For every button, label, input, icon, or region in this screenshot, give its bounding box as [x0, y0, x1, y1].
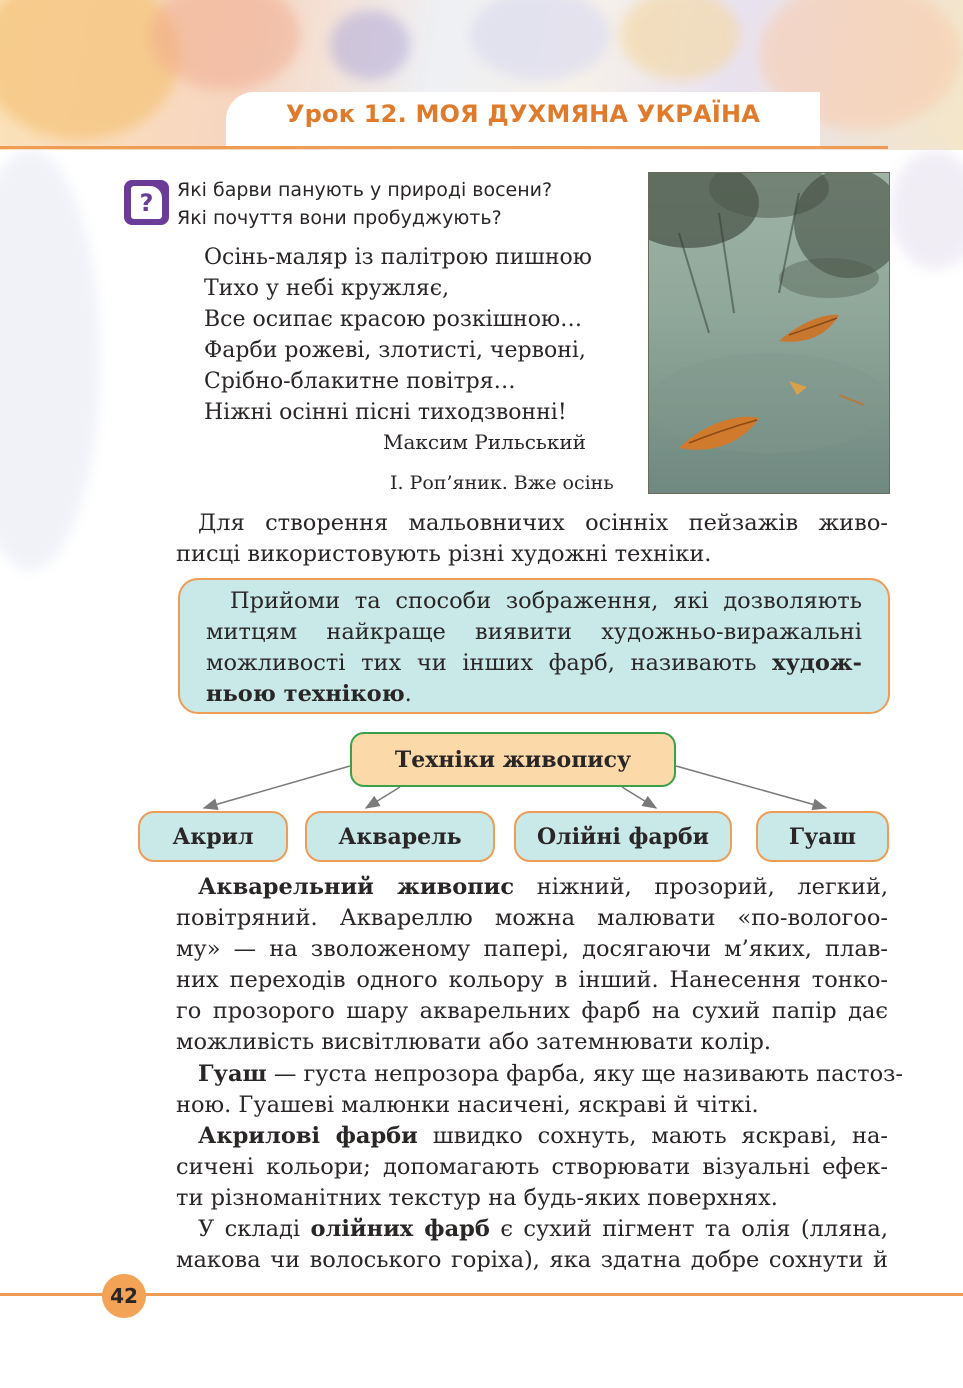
diagram-arrow [366, 787, 400, 808]
definition-text [206, 586, 862, 710]
oil-paragraph [176, 1214, 888, 1276]
paragraph-line [176, 1059, 903, 1090]
paragraph-text: ніжний, прозорий, легкий, [514, 874, 888, 900]
lesson-title: Урок 12. МОЯ ДУХМЯНА УКРАЇНА [285, 100, 761, 128]
definition-text-fragment: . [404, 681, 412, 707]
watercolor-paragraph [176, 872, 888, 1058]
definition-term: худож- [772, 650, 862, 676]
paragraph-text: швидко сохнуть, мають яскраві, на- [417, 1123, 888, 1149]
paragraph-line [176, 1121, 888, 1152]
diagram-node-akvarel: Акварель [305, 811, 495, 862]
question-line: Які барви панують у природі восени? [177, 179, 553, 201]
poem-line: Осінь-маляр із палітрою пишною [204, 245, 592, 270]
question-line: Які почуття вони пробуджують? [177, 207, 502, 229]
term-watercolor: Акварельний живопис [198, 874, 515, 900]
right-margin-watercolor [890, 150, 963, 270]
page-number: 42 [102, 1274, 146, 1318]
poem-line: Срібно-блакитне повітря… [204, 369, 516, 394]
intro-paragraph [176, 508, 888, 570]
definition-term: ньою технікою [206, 681, 405, 707]
diagram-node-guash: Гуаш [756, 811, 889, 862]
paragraph-line: му» — на зволоженому папері, досягаючи м’яких, плав- [176, 936, 888, 962]
poem-line: Фарби рожеві, злотисті, червоні, [204, 338, 586, 363]
definition-line [206, 648, 862, 679]
paragraph-text: — густа непрозора фарба, яку ще називають пастоз- [266, 1061, 903, 1087]
intro-line: писці використовують різні художні техніки. [176, 541, 712, 567]
paragraph-line: повітряний. Аквареллю можна малювати «по-вологоо- [176, 905, 888, 931]
diagram-arrow [676, 766, 826, 808]
paragraph-line: го прозорого шару акварельних фарб на сухий папір дає [176, 998, 888, 1024]
poem-author: Максим Рильський [383, 430, 586, 454]
paragraph-line: макова чи волоського горіха), яка здатна добре сохнути й [176, 1247, 888, 1273]
term-gouache: Гуаш [198, 1061, 267, 1087]
term-oil-paints: олійних фарб [310, 1216, 490, 1242]
definition-line: Прийоми та способи зображення, які дозволяють [230, 588, 862, 614]
term-acrylic: Акрилові фарби [198, 1123, 418, 1149]
question-mark-icon: ? [124, 180, 169, 225]
paragraph-text: У складі [198, 1216, 311, 1242]
gouache-paragraph [176, 1059, 903, 1121]
diagram-arrow [204, 766, 350, 808]
paragraph-line: можливість висвітлювати або затемнювати колір. [176, 1029, 772, 1055]
poem [204, 242, 644, 428]
paragraph-line: них переходів одного кольору в інший. Нанесення тонко- [176, 967, 888, 993]
painting-caption: І. Роп’яник. Вже осінь [390, 472, 614, 494]
acrylic-paragraph [176, 1121, 888, 1214]
painting-image [648, 172, 890, 494]
question-text [177, 176, 647, 232]
diagram-node-oliini-farby: Олійні фарби [514, 811, 732, 862]
title-divider [0, 146, 888, 149]
definition-text-fragment: можливості тих чи інших фарб, називають [206, 650, 773, 676]
poem-line: Ніжні осінні пісні тиходзвонні! [204, 400, 567, 425]
diagram-arrow [622, 787, 656, 808]
paragraph-line: сичені кольори; допомагають створювати візуальні ефек- [176, 1154, 888, 1180]
definition-line [206, 679, 862, 710]
paragraph-line: ною. Гуашеві малюнки насичені, яскраві й чіткі. [176, 1092, 759, 1118]
intro-line: Для створення мальовничих осінніх пейзажів живо- [198, 510, 888, 536]
poem-line: Тихо у небі кружляє, [204, 276, 450, 301]
poem-line: Все осипає красою розкішною… [204, 307, 583, 332]
definition-line: митцям найкраще виявити художньо-виражальні [206, 619, 862, 645]
diagram-root-node: Техніки живопису [350, 732, 676, 787]
diagram-node-akryl: Акрил [138, 811, 288, 862]
paragraph-text: є сухий пігмент та олія (лляна, [489, 1216, 888, 1242]
paragraph-line [176, 872, 888, 903]
left-margin-watercolor [0, 150, 100, 570]
paragraph-line: ти різноманітних текстур на будь-яких поверхнях. [176, 1185, 778, 1211]
paragraph-line [176, 1214, 888, 1245]
